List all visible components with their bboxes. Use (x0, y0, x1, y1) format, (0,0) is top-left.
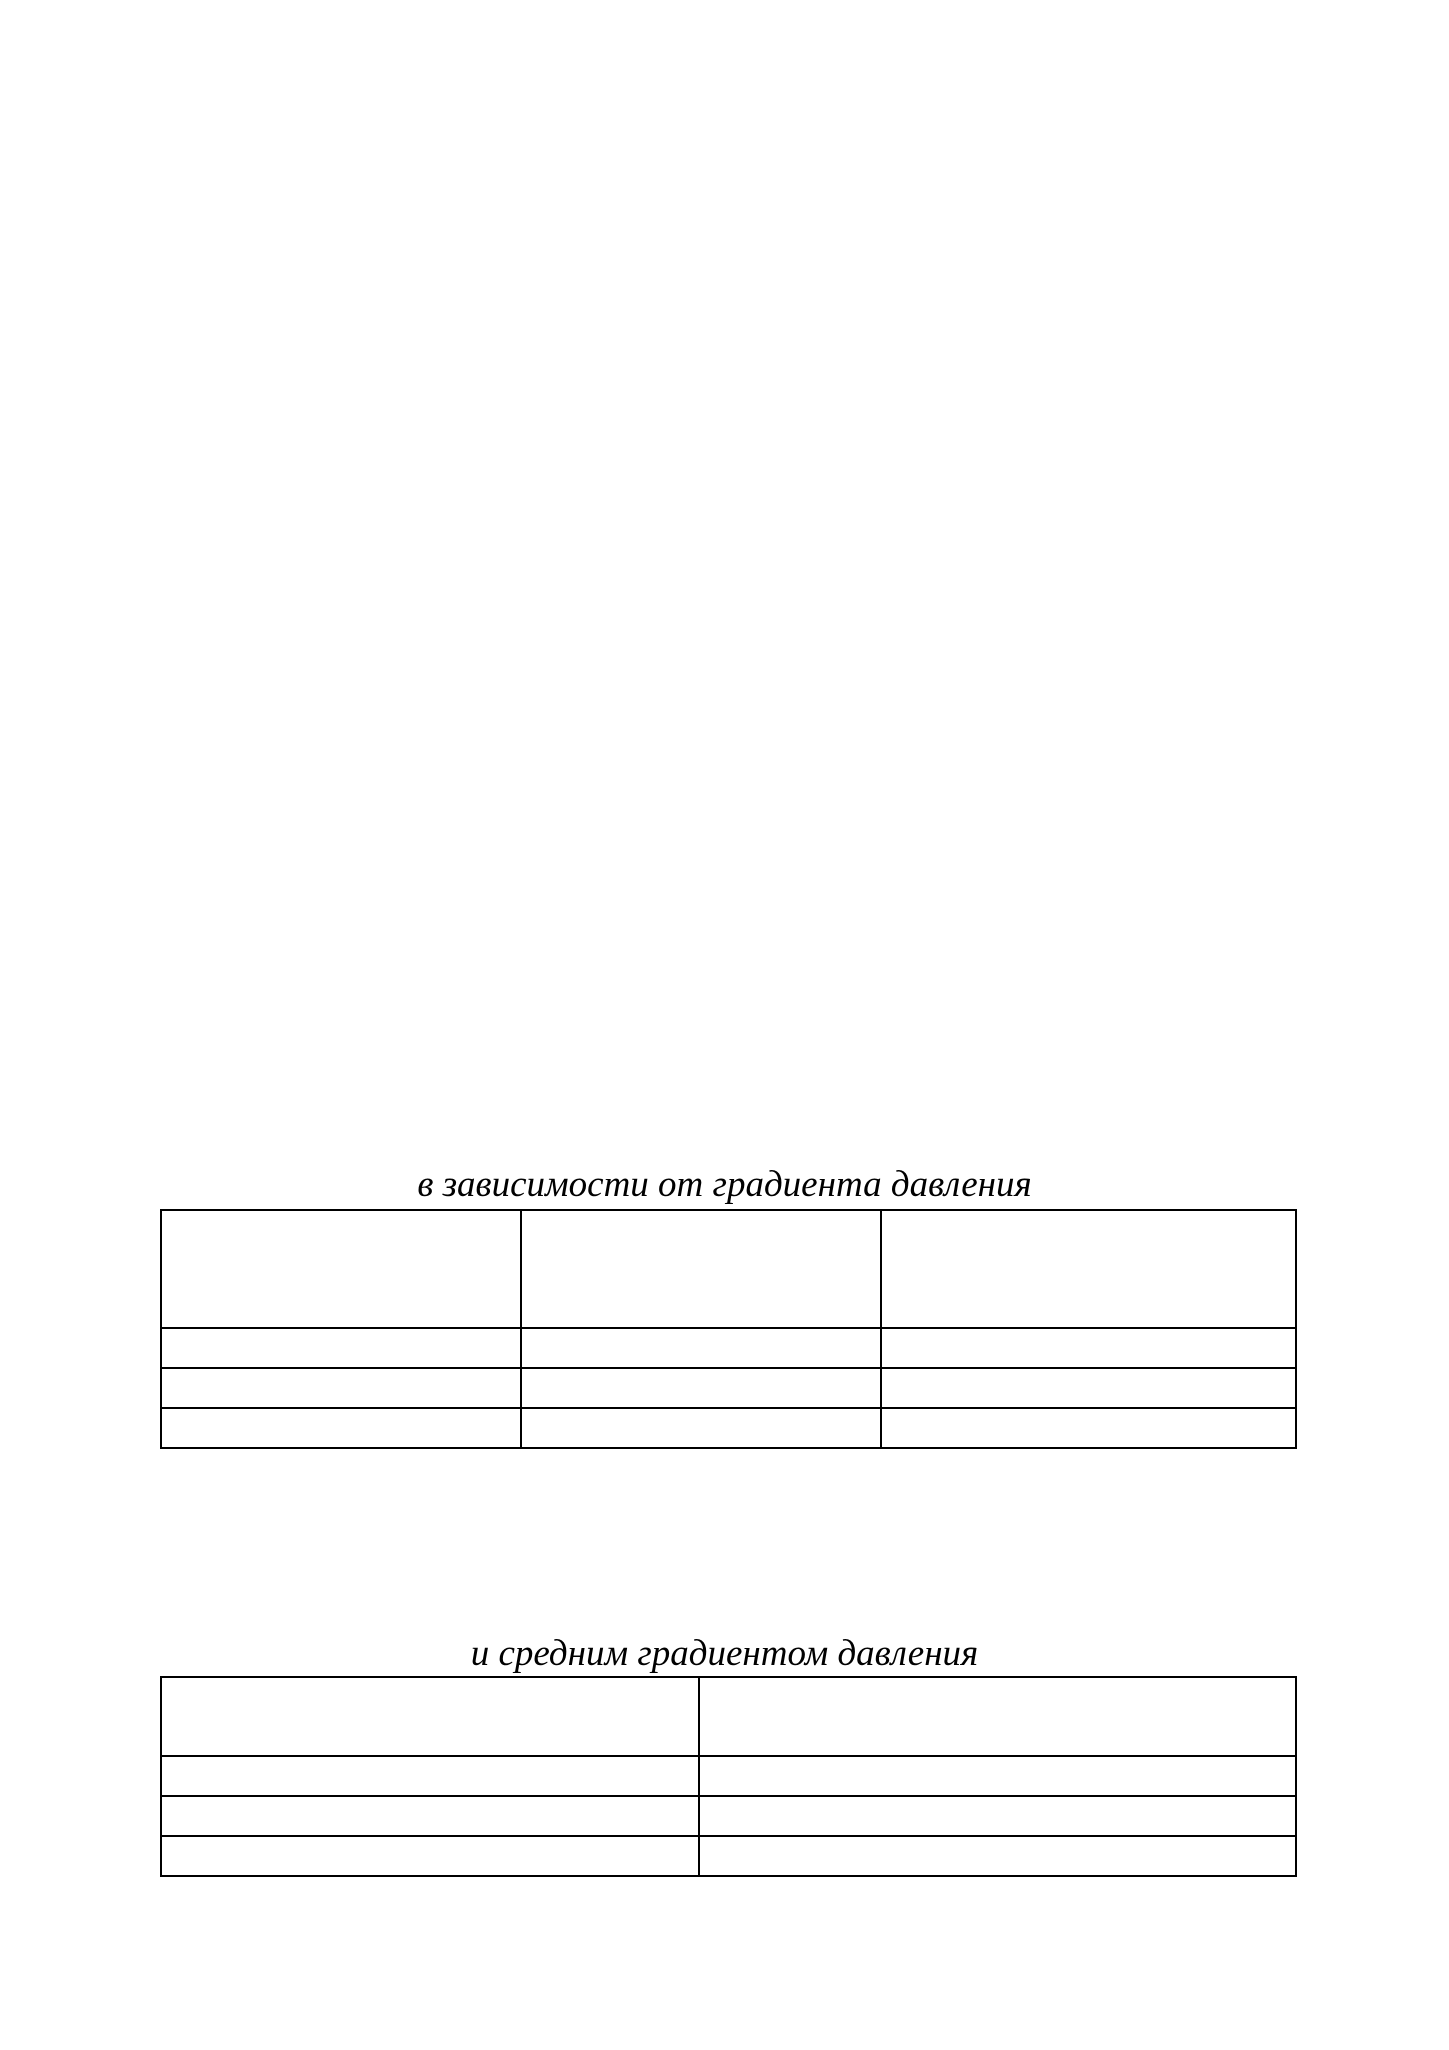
table-1-caption: в зависимости от градиента давления (417, 1164, 1032, 1205)
table-1-header-cell (161, 1210, 521, 1328)
table-1-header-cell (521, 1210, 881, 1328)
table-2-caption: и средним градиентом давления (470, 1633, 979, 1674)
table-1-row (161, 1328, 1296, 1368)
table-2-row (161, 1836, 1296, 1876)
table-2-cell (161, 1796, 699, 1836)
table-1 (160, 1209, 1297, 1449)
table-1-cell (881, 1368, 1296, 1408)
table-1-cell (881, 1408, 1296, 1448)
table-2-row (161, 1796, 1296, 1836)
table-2-cell (699, 1756, 1296, 1796)
table-2-cell (161, 1836, 699, 1876)
table-2-header-cell (161, 1677, 699, 1756)
table-1-row (161, 1408, 1296, 1448)
table-1-cell (161, 1408, 521, 1448)
table-2-cell (699, 1836, 1296, 1876)
table-1-row (161, 1368, 1296, 1408)
table-2-header-row (161, 1677, 1296, 1756)
table-1-cell (521, 1408, 881, 1448)
table-1-cell (161, 1328, 521, 1368)
table-1-cell (521, 1328, 881, 1368)
table-1-cell (161, 1368, 521, 1408)
table-1-header-row (161, 1210, 1296, 1328)
table-1-cell (521, 1368, 881, 1408)
table-2-cell (161, 1756, 699, 1796)
table-1-header-cell (881, 1210, 1296, 1328)
table-2-header-cell (699, 1677, 1296, 1756)
table-2-row (161, 1756, 1296, 1796)
table-2 (160, 1676, 1297, 1877)
table-2-cell (699, 1796, 1296, 1836)
table-1-cell (881, 1328, 1296, 1368)
